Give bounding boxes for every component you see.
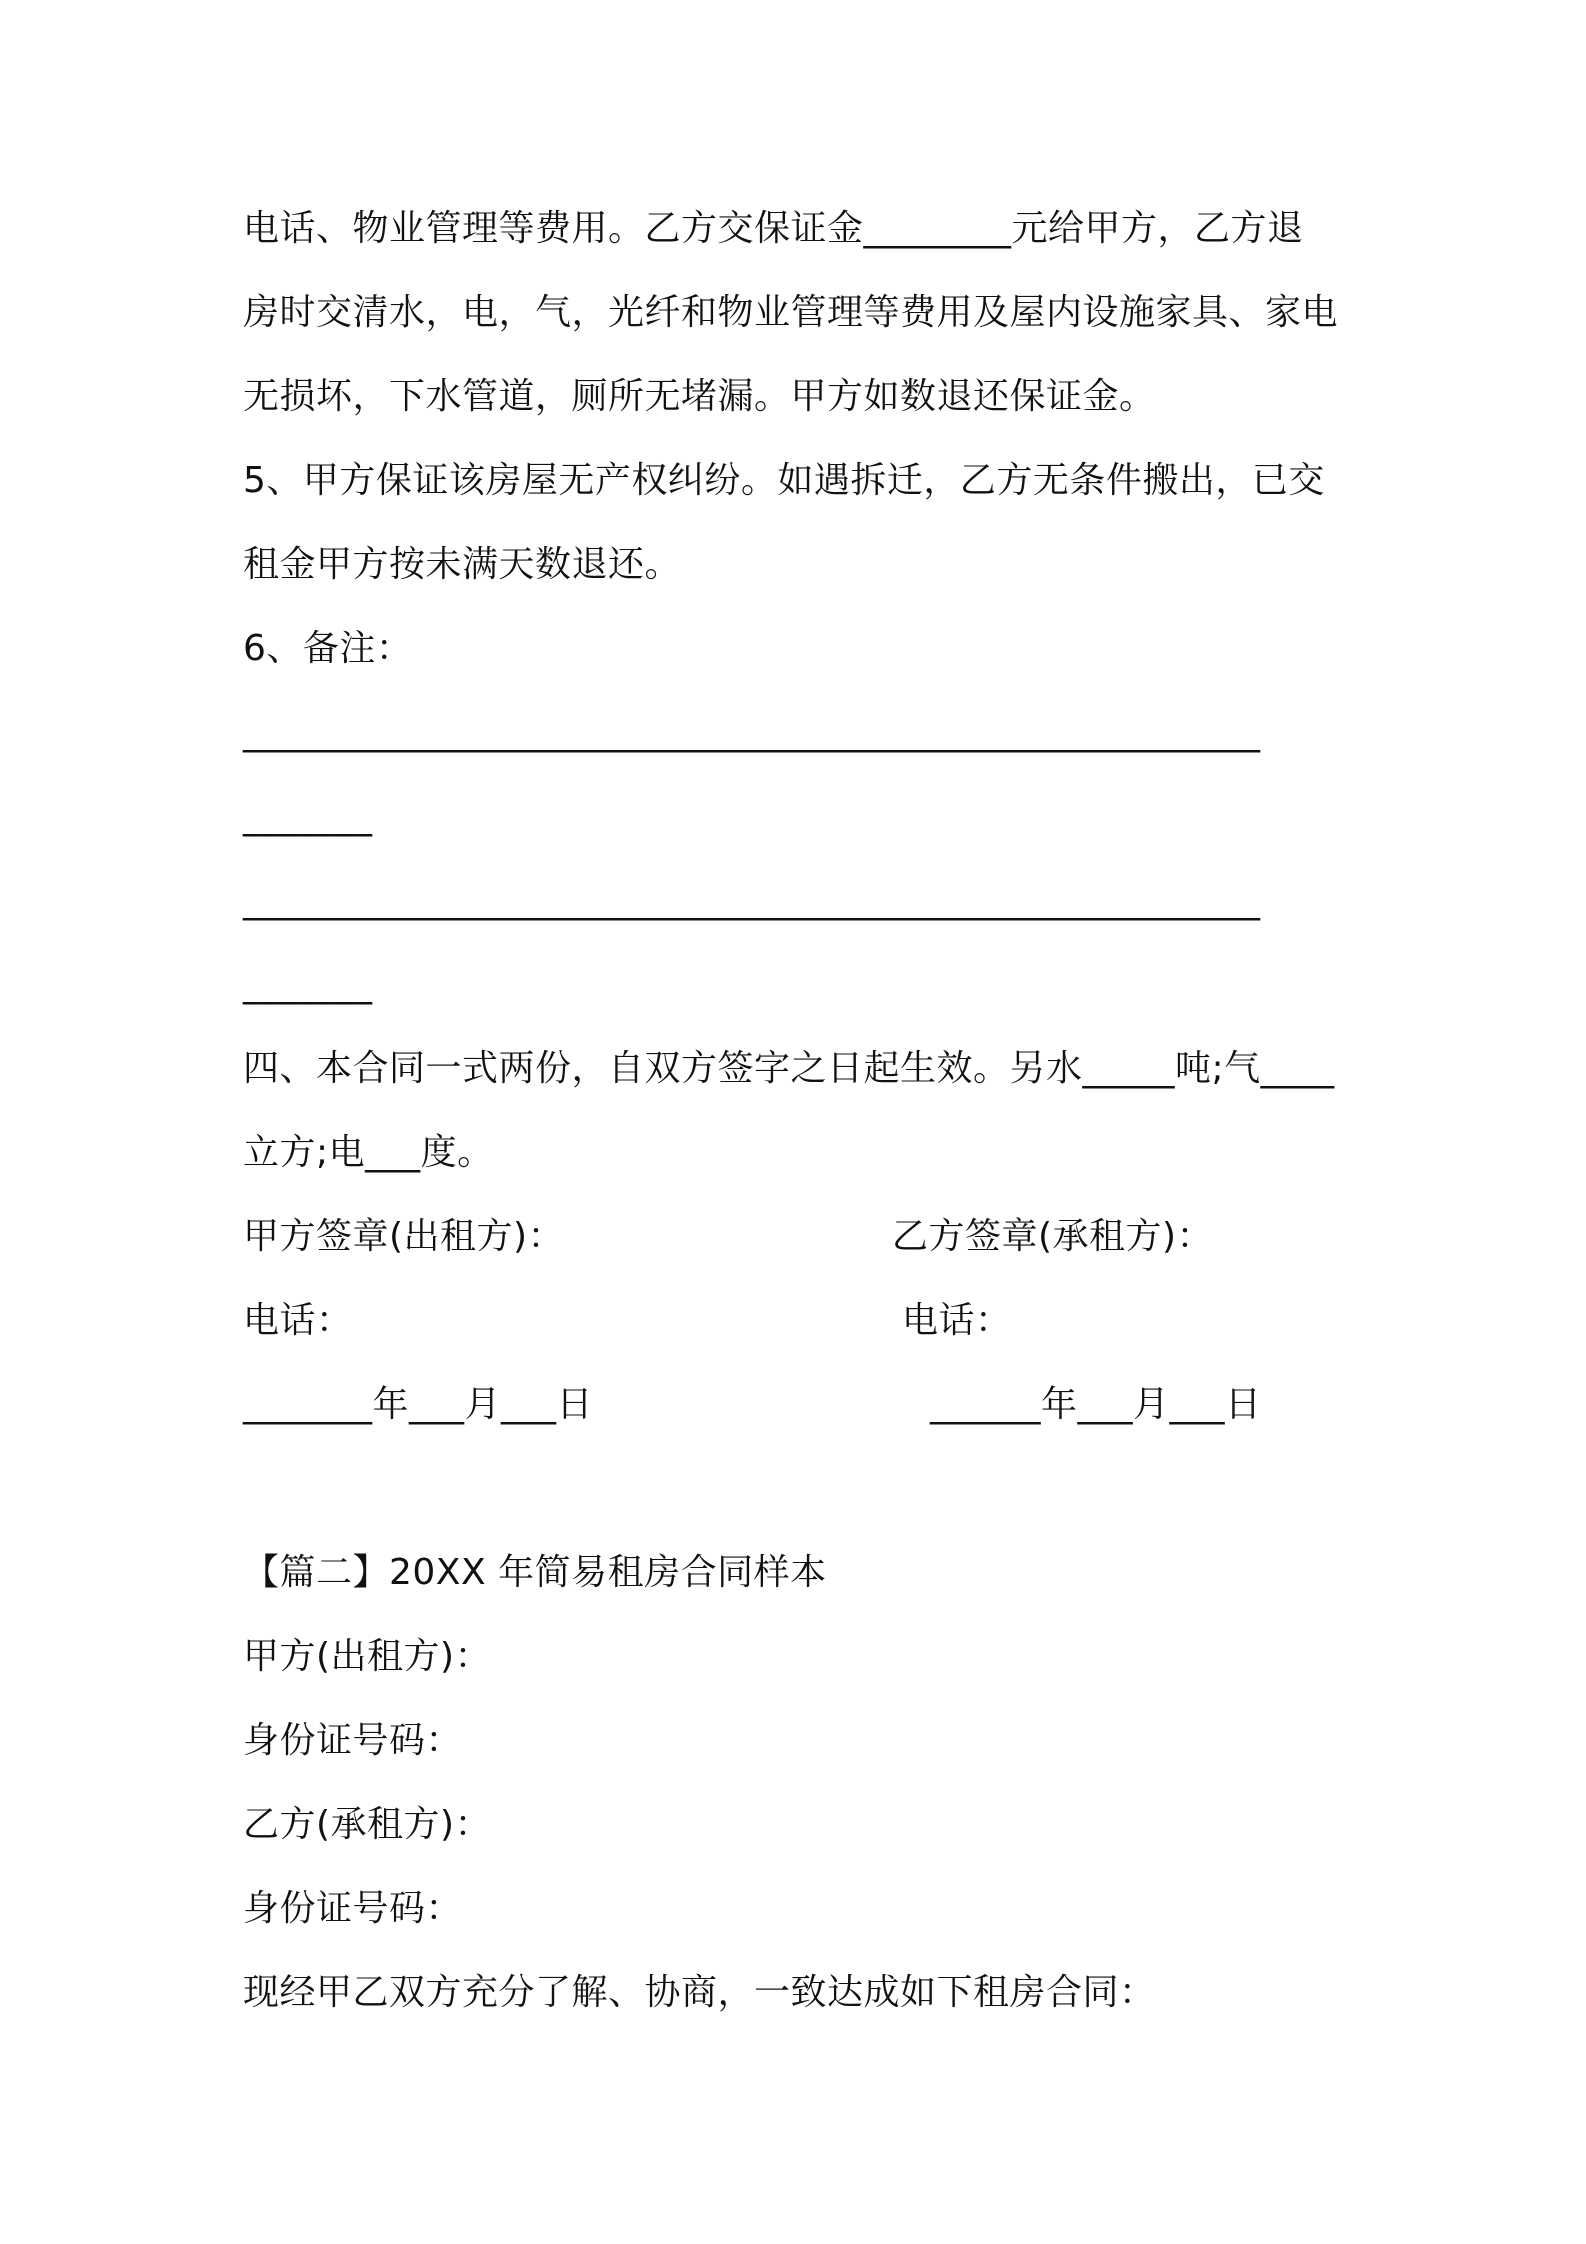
text-line: 甲方(出租方)： <box>243 1636 492 1677</box>
text-line: 立方;电___度。 <box>243 1132 494 1173</box>
party-a-signature-label: 甲方签章(出租方)： <box>243 1216 565 1257</box>
party-a-date: _______年___月___日 <box>243 1384 594 1425</box>
party-a-phone-label: 电话： <box>243 1300 353 1341</box>
party-b-signature-label: 乙方签章(承租方)： <box>892 1216 1214 1257</box>
text-line: 5、甲方保证该房屋无产权纠纷。如遇拆迁，乙方无条件搬出，已交 <box>243 460 1325 501</box>
text-line: 四、本合同一式两份，自双方签字之日起生效。另水_____吨;气____ <box>243 1048 1335 1089</box>
text-line: 身份证号码： <box>243 1720 463 1761</box>
party-b-phone-label: 电话： <box>902 1300 1012 1341</box>
blank-line: _______________________________________________________ <box>243 712 1261 753</box>
text-line: 房时交清水，电，气，光纤和物业管理等费用及屋内设施家具、家电 <box>243 292 1339 333</box>
text-line: 身份证号码： <box>243 1888 463 1929</box>
blank-line: _______________________________________________________ <box>243 880 1261 921</box>
text-line: 租金甲方按未满天数退还。 <box>243 544 682 585</box>
text-line: 无损坏，下水管道，厕所无堵漏。甲方如数退还保证金。 <box>243 376 1156 417</box>
blank-line: _______ <box>243 964 373 1005</box>
text-line: 乙方(承租方)： <box>243 1804 492 1845</box>
text-line: 电话、物业管理等费用。乙方交保证金________元给甲方，乙方退 <box>243 208 1304 249</box>
text-line: 现经甲乙双方充分了解、协商，一致达成如下租房合同： <box>243 1972 1156 2013</box>
section-title: 【篇二】20XX 年简易租房合同样本 <box>243 1552 827 1593</box>
party-b-date: ______年___月___日 <box>930 1384 1262 1425</box>
text-line: 6、备注： <box>243 628 413 669</box>
blank-line: _______ <box>243 796 373 837</box>
